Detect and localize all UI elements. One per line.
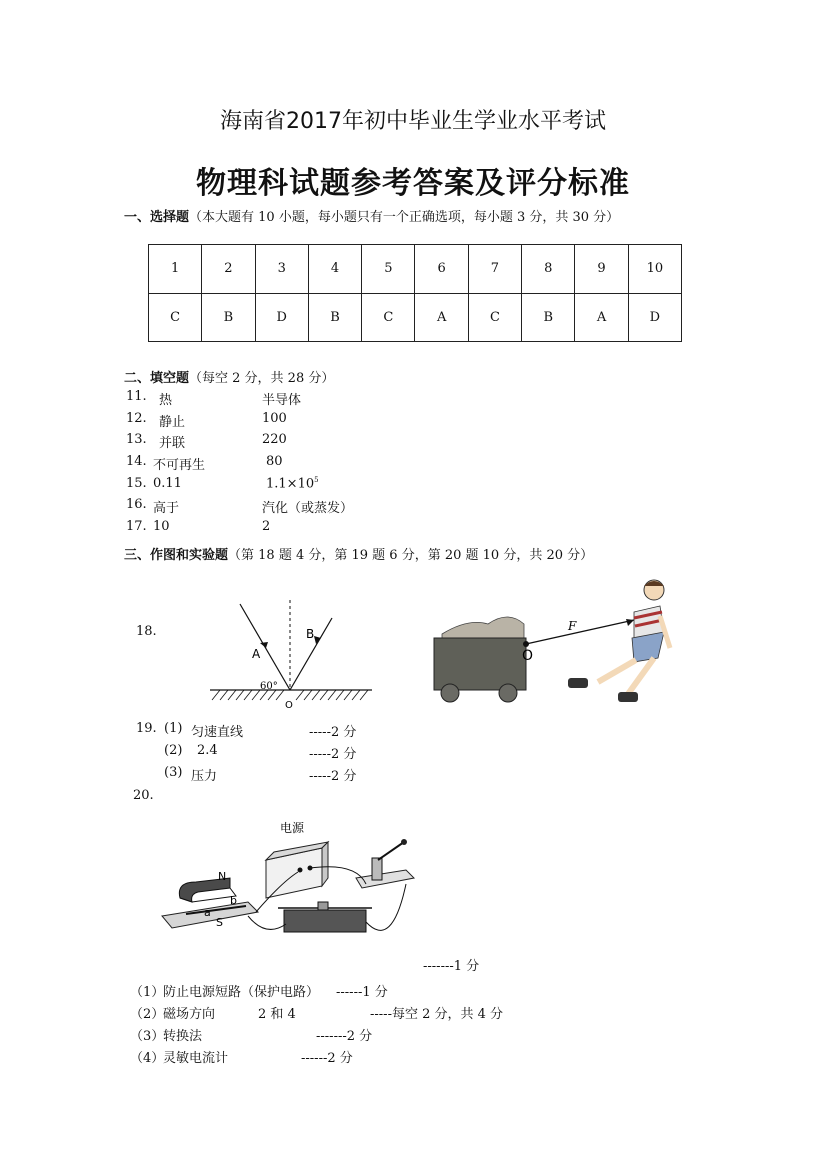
cart-body bbox=[434, 638, 526, 690]
item-index: (1) bbox=[164, 721, 183, 736]
cart-pull-diagram bbox=[428, 574, 680, 708]
table-row-answers bbox=[149, 293, 682, 342]
table-row-numbers bbox=[149, 245, 682, 294]
cart-load bbox=[442, 617, 524, 638]
section-heading-experiment bbox=[124, 544, 593, 563]
exam-subtitle: 海南省2017年初中毕业生学业水平考试 bbox=[220, 109, 606, 134]
cart-wheel bbox=[441, 684, 459, 702]
table-cell: C bbox=[468, 293, 521, 342]
item-score: -----2 分 bbox=[309, 747, 357, 762]
item-index: (2) bbox=[164, 743, 183, 758]
question-number: 18. bbox=[136, 624, 157, 639]
table-cell: C bbox=[149, 293, 202, 342]
wire bbox=[366, 884, 406, 930]
boy-figure bbox=[568, 580, 670, 702]
item-answer: 磁场方向 bbox=[163, 1007, 216, 1022]
page-title: 物理科试题参考答案及评分标准 bbox=[196, 166, 630, 201]
section-note: （本大题有 10 小题，每小题只有一个正确选项，每小题 3 分，共 30 分） bbox=[189, 210, 620, 225]
fill-answer-b: 100 bbox=[262, 411, 287, 426]
electromagnetic-experiment-diagram bbox=[156, 812, 426, 952]
table-cell: B bbox=[202, 293, 255, 342]
diagram-score: -------1 分 bbox=[423, 959, 480, 974]
fill-answer-b: 2 bbox=[262, 519, 271, 534]
section-label: 一、选择题 bbox=[124, 210, 190, 225]
pole-label-s: S bbox=[216, 916, 223, 929]
item-index: （4） bbox=[130, 1051, 165, 1066]
table-cell: B bbox=[522, 293, 575, 342]
point-label-o: O bbox=[285, 700, 293, 711]
section-heading-fill bbox=[124, 367, 334, 386]
table-cell: 8 bbox=[522, 245, 575, 294]
fill-answer-b: 220 bbox=[262, 432, 287, 447]
item-score: -----2 分 bbox=[309, 725, 357, 740]
item-score: ------1 分 bbox=[336, 985, 388, 1000]
fill-num: 12. bbox=[126, 411, 147, 426]
angle-label: 60° bbox=[260, 681, 278, 692]
fill-answer-b bbox=[266, 476, 319, 491]
fill-answer-a: 不可再生 bbox=[153, 458, 206, 473]
table-cell: 2 bbox=[202, 245, 255, 294]
force-arrow-head-icon bbox=[626, 619, 634, 626]
fill-num: 14. bbox=[126, 454, 147, 469]
ray-label-a: A bbox=[252, 647, 261, 661]
pole-label-n: N bbox=[218, 870, 227, 883]
section-heading-choice bbox=[124, 206, 619, 225]
fill-answer-a: 静止 bbox=[159, 415, 186, 430]
table-cell: 3 bbox=[255, 245, 308, 294]
table-cell: 1 bbox=[149, 245, 202, 294]
item-answer: 匀速直线 bbox=[191, 725, 244, 740]
item-index: （1） bbox=[130, 985, 165, 1000]
fill-num: 15. bbox=[126, 476, 147, 491]
fill-num: 16. bbox=[126, 497, 147, 512]
wire bbox=[248, 916, 286, 929]
item-score: -----每空 2 分，共 4 分 bbox=[370, 1007, 504, 1022]
table-cell: D bbox=[255, 293, 308, 342]
superscript-exponent: 5 bbox=[314, 476, 319, 484]
force-arrow bbox=[526, 620, 634, 644]
table-cell: D bbox=[628, 293, 681, 342]
fill-answer-b: 汽化（或蒸发） bbox=[262, 501, 354, 516]
item-score: -------2 分 bbox=[316, 1029, 373, 1044]
section-label: 三、作图和实验题 bbox=[124, 548, 229, 563]
rod-label-a: a bbox=[204, 906, 211, 919]
rod-label-b: b bbox=[230, 894, 237, 907]
choice-answer-table bbox=[148, 244, 682, 342]
table-cell: 6 bbox=[415, 245, 468, 294]
fill-answer-b: 半导体 bbox=[262, 393, 302, 408]
fill-answer-a: 10 bbox=[153, 519, 170, 534]
table-cell: A bbox=[415, 293, 468, 342]
ray-label-b: B bbox=[306, 627, 315, 641]
fill-answer-b-text: 1.1×10 bbox=[266, 476, 315, 492]
cart-wheel bbox=[499, 684, 517, 702]
item-index: (3) bbox=[164, 765, 183, 780]
table-cell: A bbox=[575, 293, 628, 342]
mirror-hatching bbox=[212, 690, 368, 700]
fill-answer-b: 80 bbox=[266, 454, 283, 469]
item-index: （3） bbox=[130, 1029, 165, 1044]
question-number: 19. bbox=[136, 721, 157, 736]
section-note: （每空 2 分，共 28 分） bbox=[189, 371, 335, 386]
item-score: -----2 分 bbox=[309, 769, 357, 784]
item-answer: 2.4 bbox=[197, 743, 218, 758]
item-answer: 灵敏电流计 bbox=[163, 1051, 229, 1066]
power-label: 电源 bbox=[280, 821, 305, 835]
force-label: F bbox=[568, 619, 577, 633]
table-cell: 4 bbox=[308, 245, 361, 294]
item-answer: 压力 bbox=[191, 769, 218, 784]
item-answer: 防止电源短路（保护电路） bbox=[163, 985, 320, 1000]
fill-num: 17. bbox=[126, 519, 147, 534]
fill-answer-a: 高于 bbox=[153, 501, 180, 516]
incident-arrow-icon bbox=[260, 642, 268, 648]
table-cell: 5 bbox=[362, 245, 415, 294]
fill-answer-a: 0.11 bbox=[153, 476, 182, 491]
item-answer-2: 2 和 4 bbox=[258, 1007, 296, 1022]
table-cell: 7 bbox=[468, 245, 521, 294]
section-note: （第 18 题 4 分，第 19 题 6 分，第 20 题 10 分，共 20 分） bbox=[228, 548, 594, 563]
fill-num: 13. bbox=[126, 432, 147, 447]
sliding-rheostat bbox=[284, 910, 366, 932]
fill-answer-a: 热 bbox=[159, 393, 173, 408]
reflection-diagram bbox=[200, 596, 380, 712]
item-index: （2） bbox=[130, 1007, 165, 1022]
table-cell: 9 bbox=[575, 245, 628, 294]
item-answer: 转换法 bbox=[163, 1029, 203, 1044]
section-label: 二、填空题 bbox=[124, 371, 190, 386]
fill-num: 11. bbox=[126, 389, 147, 404]
point-label-o2: O bbox=[522, 648, 534, 664]
table-cell: 10 bbox=[628, 245, 681, 294]
table-cell: C bbox=[362, 293, 415, 342]
fill-answer-a: 并联 bbox=[159, 436, 186, 451]
table-cell: B bbox=[308, 293, 361, 342]
item-score: ------2 分 bbox=[301, 1051, 353, 1066]
question-number: 20. bbox=[133, 788, 154, 803]
